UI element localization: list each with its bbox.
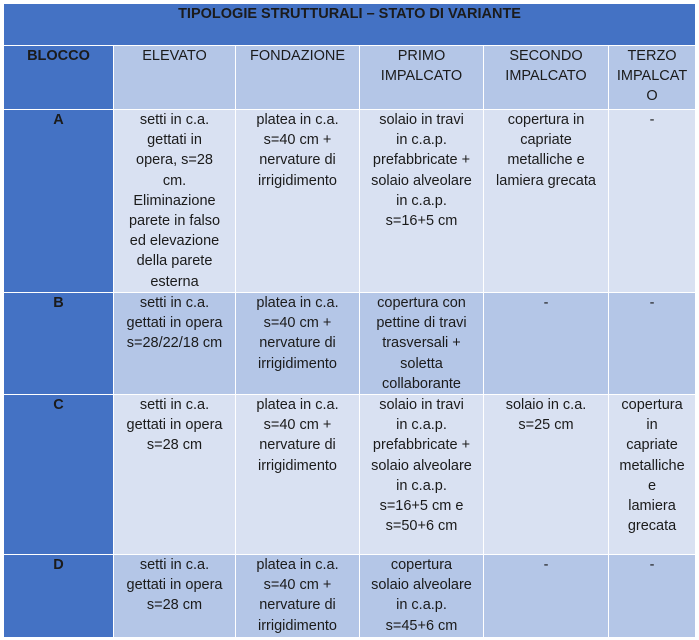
column-header-fondazione	[236, 46, 360, 110]
column-header-primo-impalcato	[360, 46, 484, 110]
header-line: ELEVATO	[142, 48, 207, 64]
cell-line: s=40 cm +	[263, 315, 332, 332]
cell-line: setti in c.a.	[139, 397, 210, 414]
cell-line: solaio in travi	[379, 112, 464, 128]
table-title: TIPOLOGIE STRUTTURALI – STATO DI VARIANTE	[4, 4, 696, 46]
cell-line: nervature di	[259, 152, 336, 169]
cell-line: opera, s=28	[136, 152, 213, 169]
header-line: IMPALCATO	[505, 68, 587, 85]
cell-line: copertura con	[377, 295, 466, 311]
cell-line: s=28 cm	[146, 597, 203, 614]
cell-line: -	[543, 557, 549, 574]
cell-line: gettati in opera	[126, 417, 223, 434]
cell-line: irrigidimento	[258, 172, 337, 189]
cell-line: in c.a.p.	[396, 597, 447, 614]
header-line: O	[646, 88, 658, 105]
column-header-terzo-impalcato	[609, 46, 696, 110]
cell-fondazione	[236, 555, 360, 638]
cell-line: copertura	[621, 397, 683, 414]
cell-line: s=25 cm	[518, 417, 574, 434]
cell-terzo-impalcato	[609, 293, 696, 395]
cell-line: nervature di	[259, 597, 336, 614]
cell-line: irrigidimento	[258, 457, 337, 474]
cell-line: s=28/22/18 cm	[126, 335, 223, 352]
cell-line: nervature di	[259, 335, 336, 352]
cell-fondazione	[236, 395, 360, 555]
cell-line: in	[646, 417, 658, 434]
header-line: FONDAZIONE	[249, 48, 346, 64]
cell-primo-impalcato	[360, 395, 484, 555]
cell-line: metalliche e	[507, 152, 585, 169]
cell-line: ed elevazione	[129, 233, 220, 250]
cell-line: s=45+6 cm	[385, 617, 458, 634]
cell-line: lamiera grecata	[496, 172, 596, 189]
cell-line: s=40 cm +	[263, 417, 332, 434]
cell-line: pettine di travi	[376, 315, 467, 332]
table-row	[4, 110, 696, 293]
cell-secondo-impalcato	[484, 293, 609, 395]
header-line: IMPALCAT	[616, 68, 688, 85]
table-row	[4, 395, 696, 555]
cell-line: gettati in	[147, 132, 202, 149]
cell-line: Eliminazione	[133, 192, 216, 209]
cell-line: setti in c.a.	[139, 112, 210, 128]
cell-line: setti in c.a.	[139, 557, 210, 574]
cell-line: collaborante	[382, 375, 461, 392]
cell-line: nervature di	[259, 437, 336, 454]
table-row	[4, 555, 696, 638]
cell-line: trasversali +	[382, 335, 461, 352]
table-row	[4, 293, 696, 395]
cell-line: -	[649, 112, 655, 128]
cell-line: in c.a.p.	[396, 477, 447, 494]
cell-line: e	[647, 477, 657, 494]
cell-elevato	[114, 555, 236, 638]
column-header-secondo-impalcato	[484, 46, 609, 110]
cell-line: in c.a.p.	[396, 417, 447, 434]
cell-line: platea in c.a.	[256, 295, 339, 311]
cell-primo-impalcato	[360, 555, 484, 638]
cell-line: copertura in	[507, 112, 585, 128]
cell-terzo-impalcato	[609, 110, 696, 293]
cell-line: platea in c.a.	[256, 397, 339, 414]
cell-line: grecata	[627, 518, 677, 535]
header-line: SECONDO	[509, 48, 583, 64]
cell-line: lamiera	[628, 498, 676, 515]
structural-types-table	[3, 3, 696, 638]
cell-line: platea in c.a.	[256, 112, 339, 128]
cell-line: in c.a.p.	[396, 192, 447, 209]
cell-line: solaio alveolare	[371, 457, 472, 474]
cell-line: della parete	[136, 253, 213, 270]
cell-line: irrigidimento	[258, 617, 337, 634]
cell-secondo-impalcato	[484, 395, 609, 555]
cell-terzo-impalcato	[609, 555, 696, 638]
header-line: PRIMO	[397, 48, 446, 64]
cell-line: s=16+5 cm	[385, 213, 458, 230]
cell-line: capriate	[626, 437, 678, 454]
cell-line: cm.	[162, 172, 187, 189]
cell-elevato	[114, 293, 236, 395]
cell-line: -	[649, 557, 655, 574]
block-label: B	[4, 293, 114, 395]
cell-line: s=28 cm	[146, 437, 203, 454]
block-label: C	[4, 395, 114, 555]
cell-line: capriate	[520, 132, 572, 149]
cell-primo-impalcato	[360, 293, 484, 395]
cell-line: s=40 cm +	[263, 577, 332, 594]
cell-line: metalliche	[619, 457, 685, 474]
cell-elevato	[114, 395, 236, 555]
header-line: TERZO	[627, 48, 677, 64]
cell-line: in c.a.p.	[396, 132, 447, 149]
cell-line: solaio in travi	[379, 397, 464, 414]
cell-primo-impalcato	[360, 110, 484, 293]
cell-fondazione	[236, 110, 360, 293]
cell-line: s=40 cm +	[263, 132, 332, 149]
cell-line: prefabbricate +	[372, 152, 471, 169]
column-header-blocco	[4, 46, 114, 110]
cell-line: soletta	[400, 355, 443, 372]
cell-line: platea in c.a.	[256, 557, 339, 574]
block-label: D	[4, 555, 114, 638]
cell-fondazione	[236, 293, 360, 395]
column-header-elevato	[114, 46, 236, 110]
cell-elevato	[114, 110, 236, 293]
cell-line: irrigidimento	[258, 355, 337, 372]
cell-line: -	[649, 295, 655, 311]
cell-secondo-impalcato	[484, 555, 609, 638]
cell-line: parete in falso	[128, 213, 221, 230]
header-line: IMPALCATO	[380, 68, 463, 85]
cell-line: esterna	[150, 273, 199, 290]
header-line: BLOCCO	[27, 48, 90, 64]
cell-line: s=16+5 cm e	[379, 498, 464, 515]
cell-line: solaio alveolare	[371, 577, 472, 594]
cell-line: gettati in opera	[126, 577, 223, 594]
cell-line: solaio alveolare	[371, 172, 472, 189]
cell-secondo-impalcato	[484, 110, 609, 293]
cell-line: setti in c.a.	[139, 295, 210, 311]
cell-terzo-impalcato	[609, 395, 696, 555]
cell-line: prefabbricate +	[372, 437, 471, 454]
cell-line: solaio in c.a.	[505, 397, 587, 414]
cell-line: copertura	[390, 557, 453, 574]
block-label: A	[4, 110, 114, 293]
cell-line: -	[543, 295, 549, 311]
cell-line: gettati in opera	[126, 315, 223, 332]
cell-line: s=50+6 cm	[385, 518, 458, 535]
